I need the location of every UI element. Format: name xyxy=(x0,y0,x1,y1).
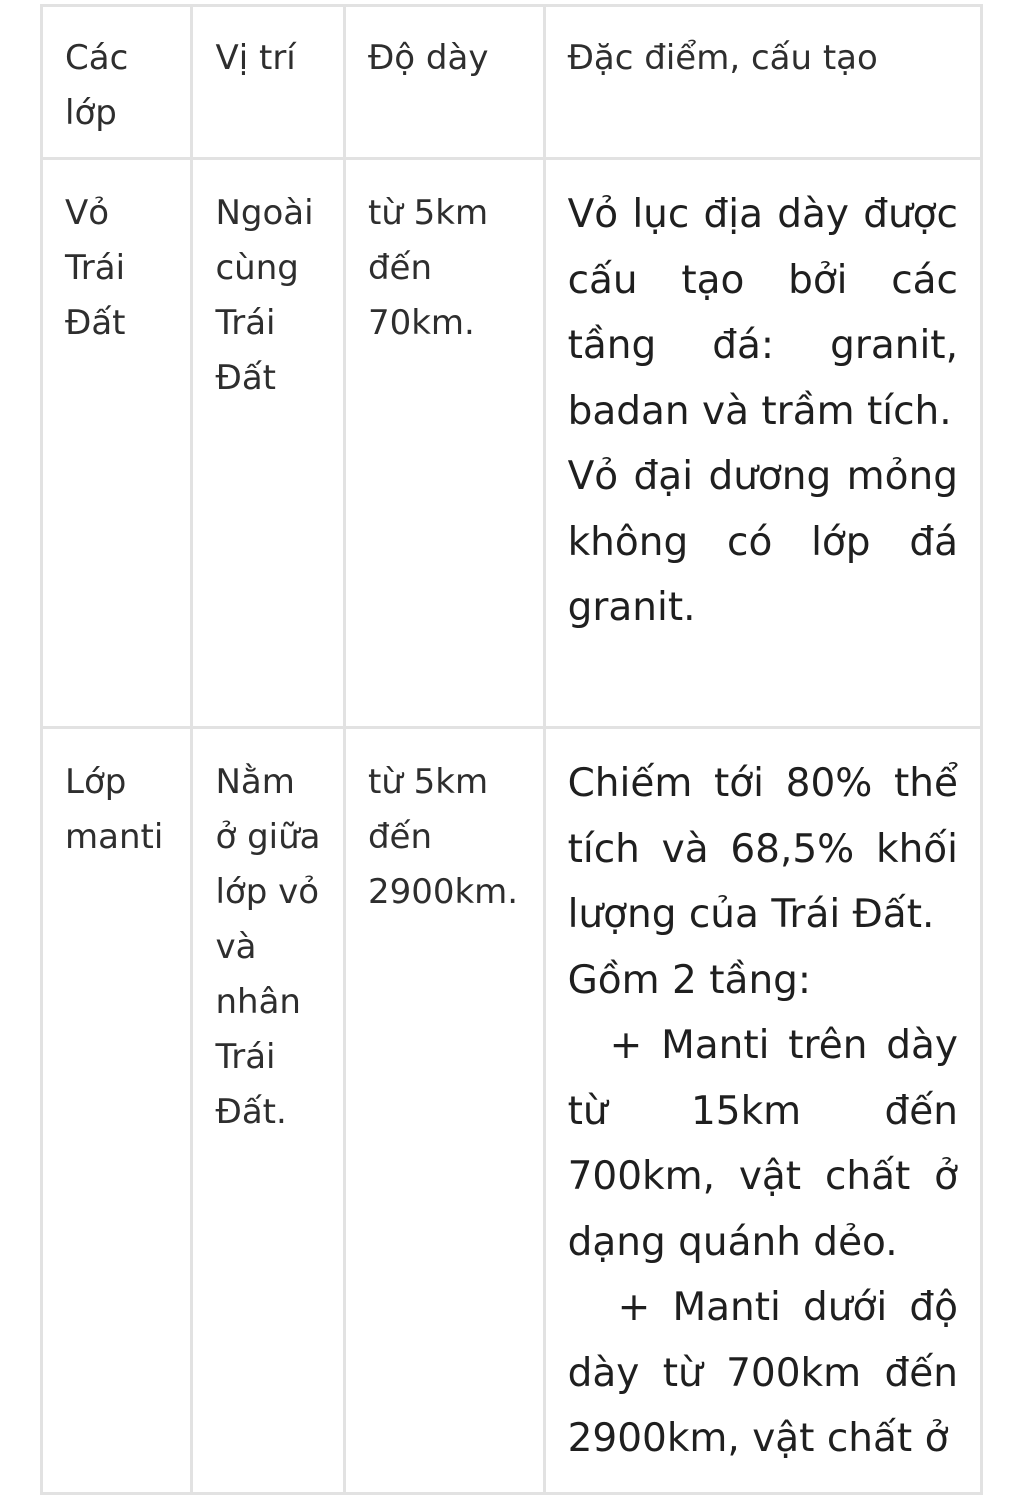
cell-description xyxy=(544,728,981,1494)
header-thickness: Độ dày xyxy=(344,6,544,159)
table-row xyxy=(42,728,982,1494)
cell-layer-name: Lớp manti xyxy=(42,728,192,1494)
description-paragraph: Gồm 2 tầng: xyxy=(567,957,812,1003)
description-paragraph: + Manti dưới độ dày từ 700km đến 2900km, vật chất ở xyxy=(567,1285,958,1461)
cell-layer-name: Vỏ Trái Đất xyxy=(42,159,192,728)
description-paragraph: + Manti trên dày từ 15km đến 700km, vật chất ở dạng quánh dẻo. xyxy=(567,1023,958,1265)
header-position: Vị trí xyxy=(192,6,344,159)
earth-layers-table xyxy=(40,4,983,1495)
table-header-row xyxy=(42,6,982,159)
description-paragraph: Vỏ lục địa dày được cấu tạo bởi các tầng đá: granit, badan và trầm tích. xyxy=(567,192,958,434)
cell-position: Ngoài cùng Trái Đất xyxy=(192,159,344,728)
cell-position: Nằm ở giữa lớp vỏ và nhân Trái Đất. xyxy=(192,728,344,1494)
description-paragraph: Vỏ đại dương mỏng không có lớp đá granit. xyxy=(567,454,958,630)
header-features: Đặc điểm, cấu tạo xyxy=(544,6,981,159)
cell-description xyxy=(544,159,981,728)
description-paragraph: Chiếm tới 80% thể tích và 68,5% khối lượng của Trái Đất. xyxy=(567,761,958,937)
cell-thickness: từ 5km đến 70km. xyxy=(344,159,544,728)
content-table-wrapper xyxy=(40,4,983,1504)
header-layers: Các lớp xyxy=(42,6,192,159)
cell-thickness: từ 5km đến 2900km. xyxy=(344,728,544,1494)
table-row xyxy=(42,159,982,728)
